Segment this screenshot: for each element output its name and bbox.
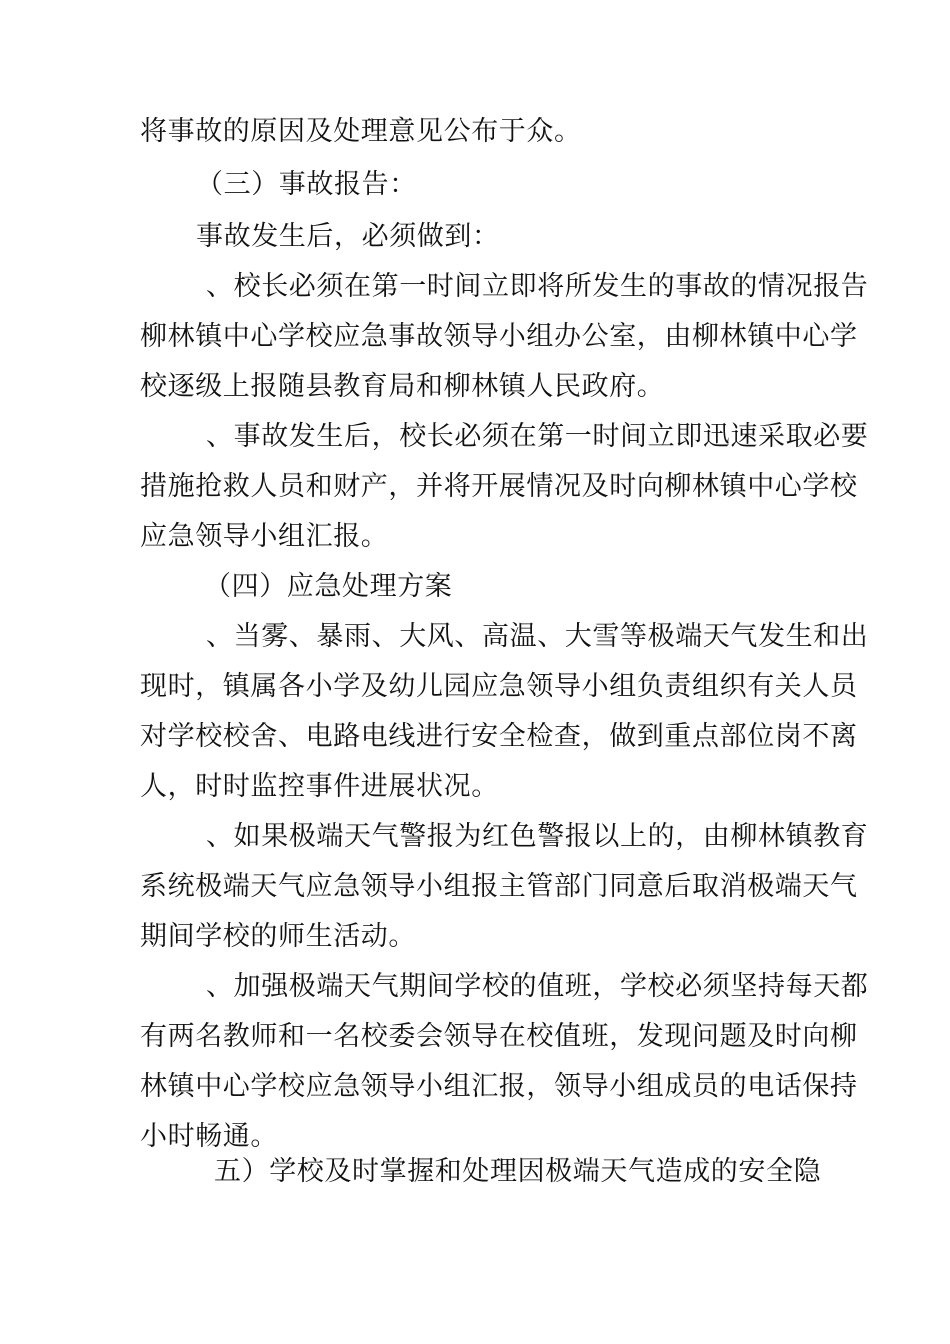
text-line: 措施抢救人员和财产，并将开展情况及时向柳林镇中心学校 — [140, 471, 858, 502]
text-line: 有两名教师和一名校委会领导在校值班，发现问题及时向柳 — [140, 1021, 858, 1052]
text-line: 应急领导小组汇报。 — [140, 521, 389, 552]
text-line: 小时畅通。 — [140, 1121, 278, 1152]
text-line: 系统极端天气应急领导小组报主管部门同意后取消极端天气 — [140, 871, 858, 902]
section-heading: （三）事故报告： — [196, 169, 417, 200]
section-heading: （四）应急处理方案 — [204, 571, 453, 602]
text-line: 、如果极端天气警报为红色警报以上的，由柳林镇教育 — [206, 821, 869, 852]
text-line: 校逐级上报随县教育局和柳林镇人民政府。 — [140, 371, 665, 402]
text-line: 、校长必须在第一时间立即将所发生的事故的情况报告 — [206, 271, 869, 302]
text-line: 、加强极端天气期间学校的值班，学校必须坚持每天都 — [206, 971, 869, 1002]
text-line: 对学校校舍、电路电线进行安全检查，做到重点部位岗不离 — [140, 721, 858, 752]
text-line: 现时，镇属各小学及幼儿园应急领导小组负责组织有关人员 — [140, 671, 858, 702]
text-line: 、事故发生后，校长必须在第一时间立即迅速采取必要 — [206, 421, 869, 452]
text-line: 将事故的原因及处理意见公布于众。 — [140, 116, 582, 147]
text-line: 柳林镇中心学校应急事故领导小组办公室，由柳林镇中心学 — [140, 321, 858, 352]
text-line: 期间学校的师生活动。 — [140, 921, 416, 952]
text-line: 事故发生后，必须做到： — [196, 221, 500, 252]
text-line: 人，时时监控事件进展状况。 — [140, 771, 499, 802]
text-line: 林镇中心学校应急领导小组汇报，领导小组成员的电话保持 — [140, 1071, 858, 1102]
section-heading: 五）学校及时掌握和处理因极端天气造成的安全隐 — [214, 1156, 822, 1187]
text-line: 、当雾、暴雨、大风、高温、大雪等极端天气发生和出 — [206, 621, 869, 652]
